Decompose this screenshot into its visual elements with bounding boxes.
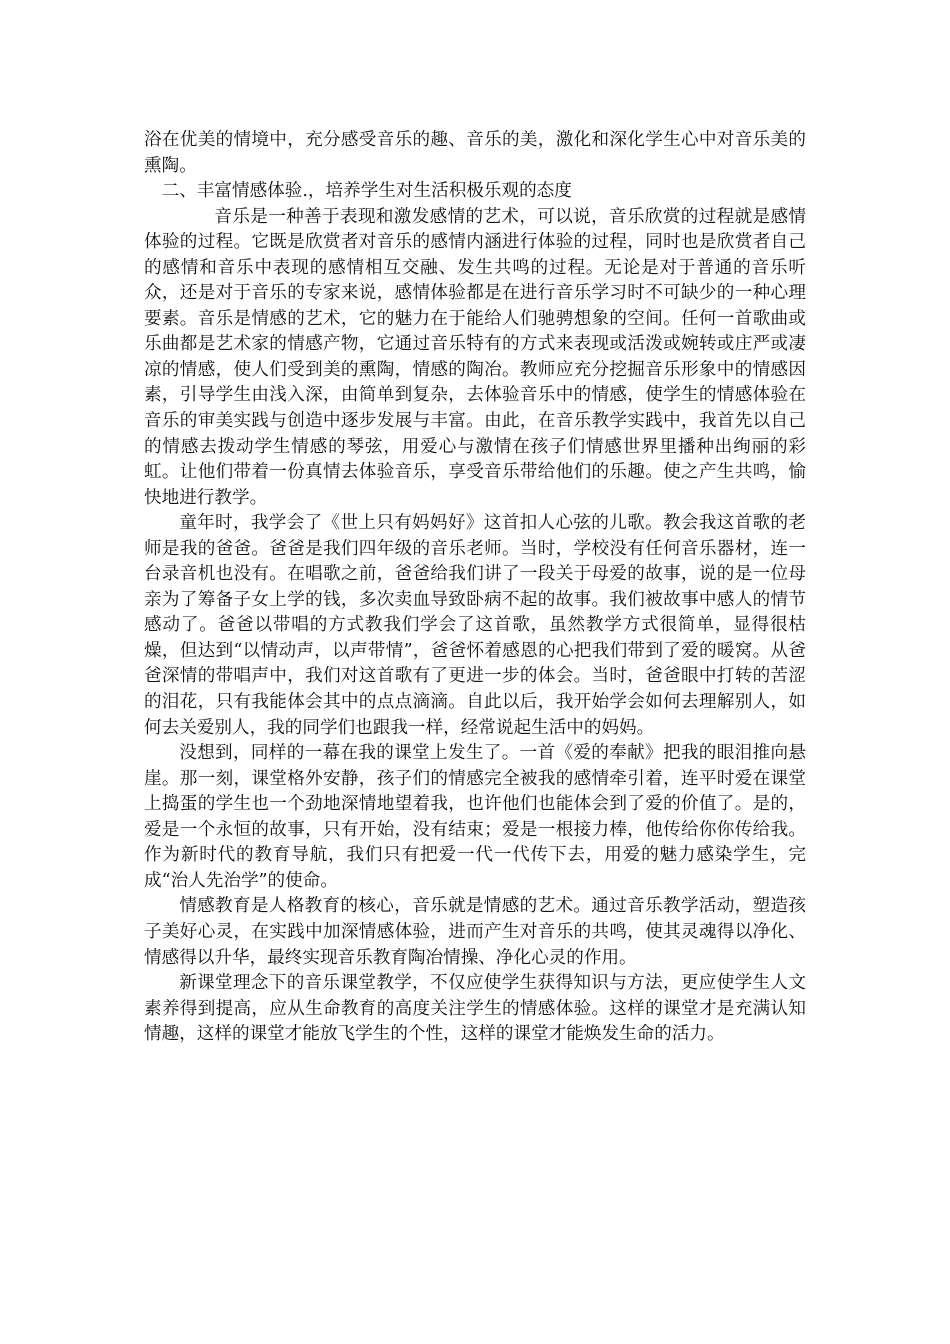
paragraph-continuation: 浴在优美的情境中，充分感受音乐的趣、音乐的美，激化和深化学生心中对音乐美的熏陶。	[144, 130, 806, 176]
paragraph-childhood: 童年时，我学会了《世上只有妈妈好》这首扣人心弦的儿歌。教会我这首歌的老师是我的爸爸。爸爸是我们四年级的音乐老师。当时，学校没有任何音乐器材，连一台录音机也没有。在唱歌之前，爸爸给我们讲了一段关于母爱的故事，说的是一位母亲为了筹备子女上学的钱，多次卖血导致卧病不起的故事。我们被故事中感人的情节感动了。爸爸以带唱的方式教我们学会了这首歌，虽然教学方式很简单，显得很枯燥，但达到“以情动声，以声带情”，爸爸怀着感恩的心把我们带到了爱的暖窝。从爸爸深情的带唱声中，我们对这首歌有了更进一步的体会。当时，爸爸眼中打转的苦涩的泪花，只有我能体会其中的点点滴滴。自此以后，我开始学会如何去理解别人，如何去关爱别人，我的同学们也跟我一样，经常说起生活中的妈妈。	[144, 513, 806, 738]
paragraph-emotional-education: 情感教育是人格教育的核心，音乐就是情感的艺术。通过音乐教学活动，塑造孩子美好心灵，在实践中加深情感体验，进而产生对音乐的共鸣，使其灵魂得以净化、情感得以升华，最终实现音乐教育陶冶情操、净化心灵的作用。	[144, 896, 806, 968]
paragraph-new-curriculum: 新课堂理念下的音乐课堂教学，不仅应使学生获得知识与方法，更应使学生人文素养得到提高，应从生命教育的高度关注学生的情感体验。这样的课堂才是充满认知情趣，这样的课堂才能放飞学生的个性，这样的课堂才能焕发生命的活力。	[144, 973, 806, 1045]
body-text	[144, 128, 806, 1048]
paragraph-music-emotion: 音乐是一种善于表现和激发感情的艺术，可以说，音乐欣赏的过程就是感情体验的过程。它既是欣赏者对音乐的感情内涵进行体验的过程，同时也是欣赏者自己的感情和音乐中表现的感情相互交融、发生共鸣的过程。无论是对于普通的音乐听众，还是对于音乐的专家来说，感情体验都是在进行音乐学习时不可缺少的一种心理要素。音乐是情感的艺术，它的魅力在于能给人们驰骋想象的空间。任何一首歌曲或乐曲都是艺术家的情感产物，它通过音乐特有的方式来表现或活泼或婉转或庄严或凄凉的情感，使人们受到美的熏陶，情感的陶冶。教师应充分挖掘音乐形象中的情感因素，引导学生由浅入深，由简单到复杂，去体验音乐中的情感，使学生的情感体验在音乐的审美实践与创造中逐步发展与丰富。由此，在音乐教学实践中，我首先以自己的情感去拨动学生情感的琴弦，用爱心与激情在孩子们情感世界里播种出绚丽的彩虹。让他们带着一份真情去体验音乐，享受音乐带给他们的乐趣。使之产生共鸣，愉快地进行教学。	[144, 206, 806, 508]
paragraph-classroom: 没想到，同样的一幕在我的课堂上发生了。一首《爱的奉献》把我的眼泪推向悬崖。那一刻，课堂格外安静，孩子们的情感完全被我的感情牵引着，连平时爱在课堂上捣蛋的学生也一个劲地深情地望着我，也许他们也能体会到了爱的价值了。是的，爱是一个永恒的故事，只有开始，没有结束；爱是一根接力棒，他传给你你传给我。作为新时代的教育导航，我们只有把爱一代一代传下去，用爱的魅力感染学生，完成“治人先治学”的使命。	[144, 743, 806, 891]
section-heading: 二、丰富情感体验.，培养学生对生活积极乐观的态度	[161, 181, 572, 202]
